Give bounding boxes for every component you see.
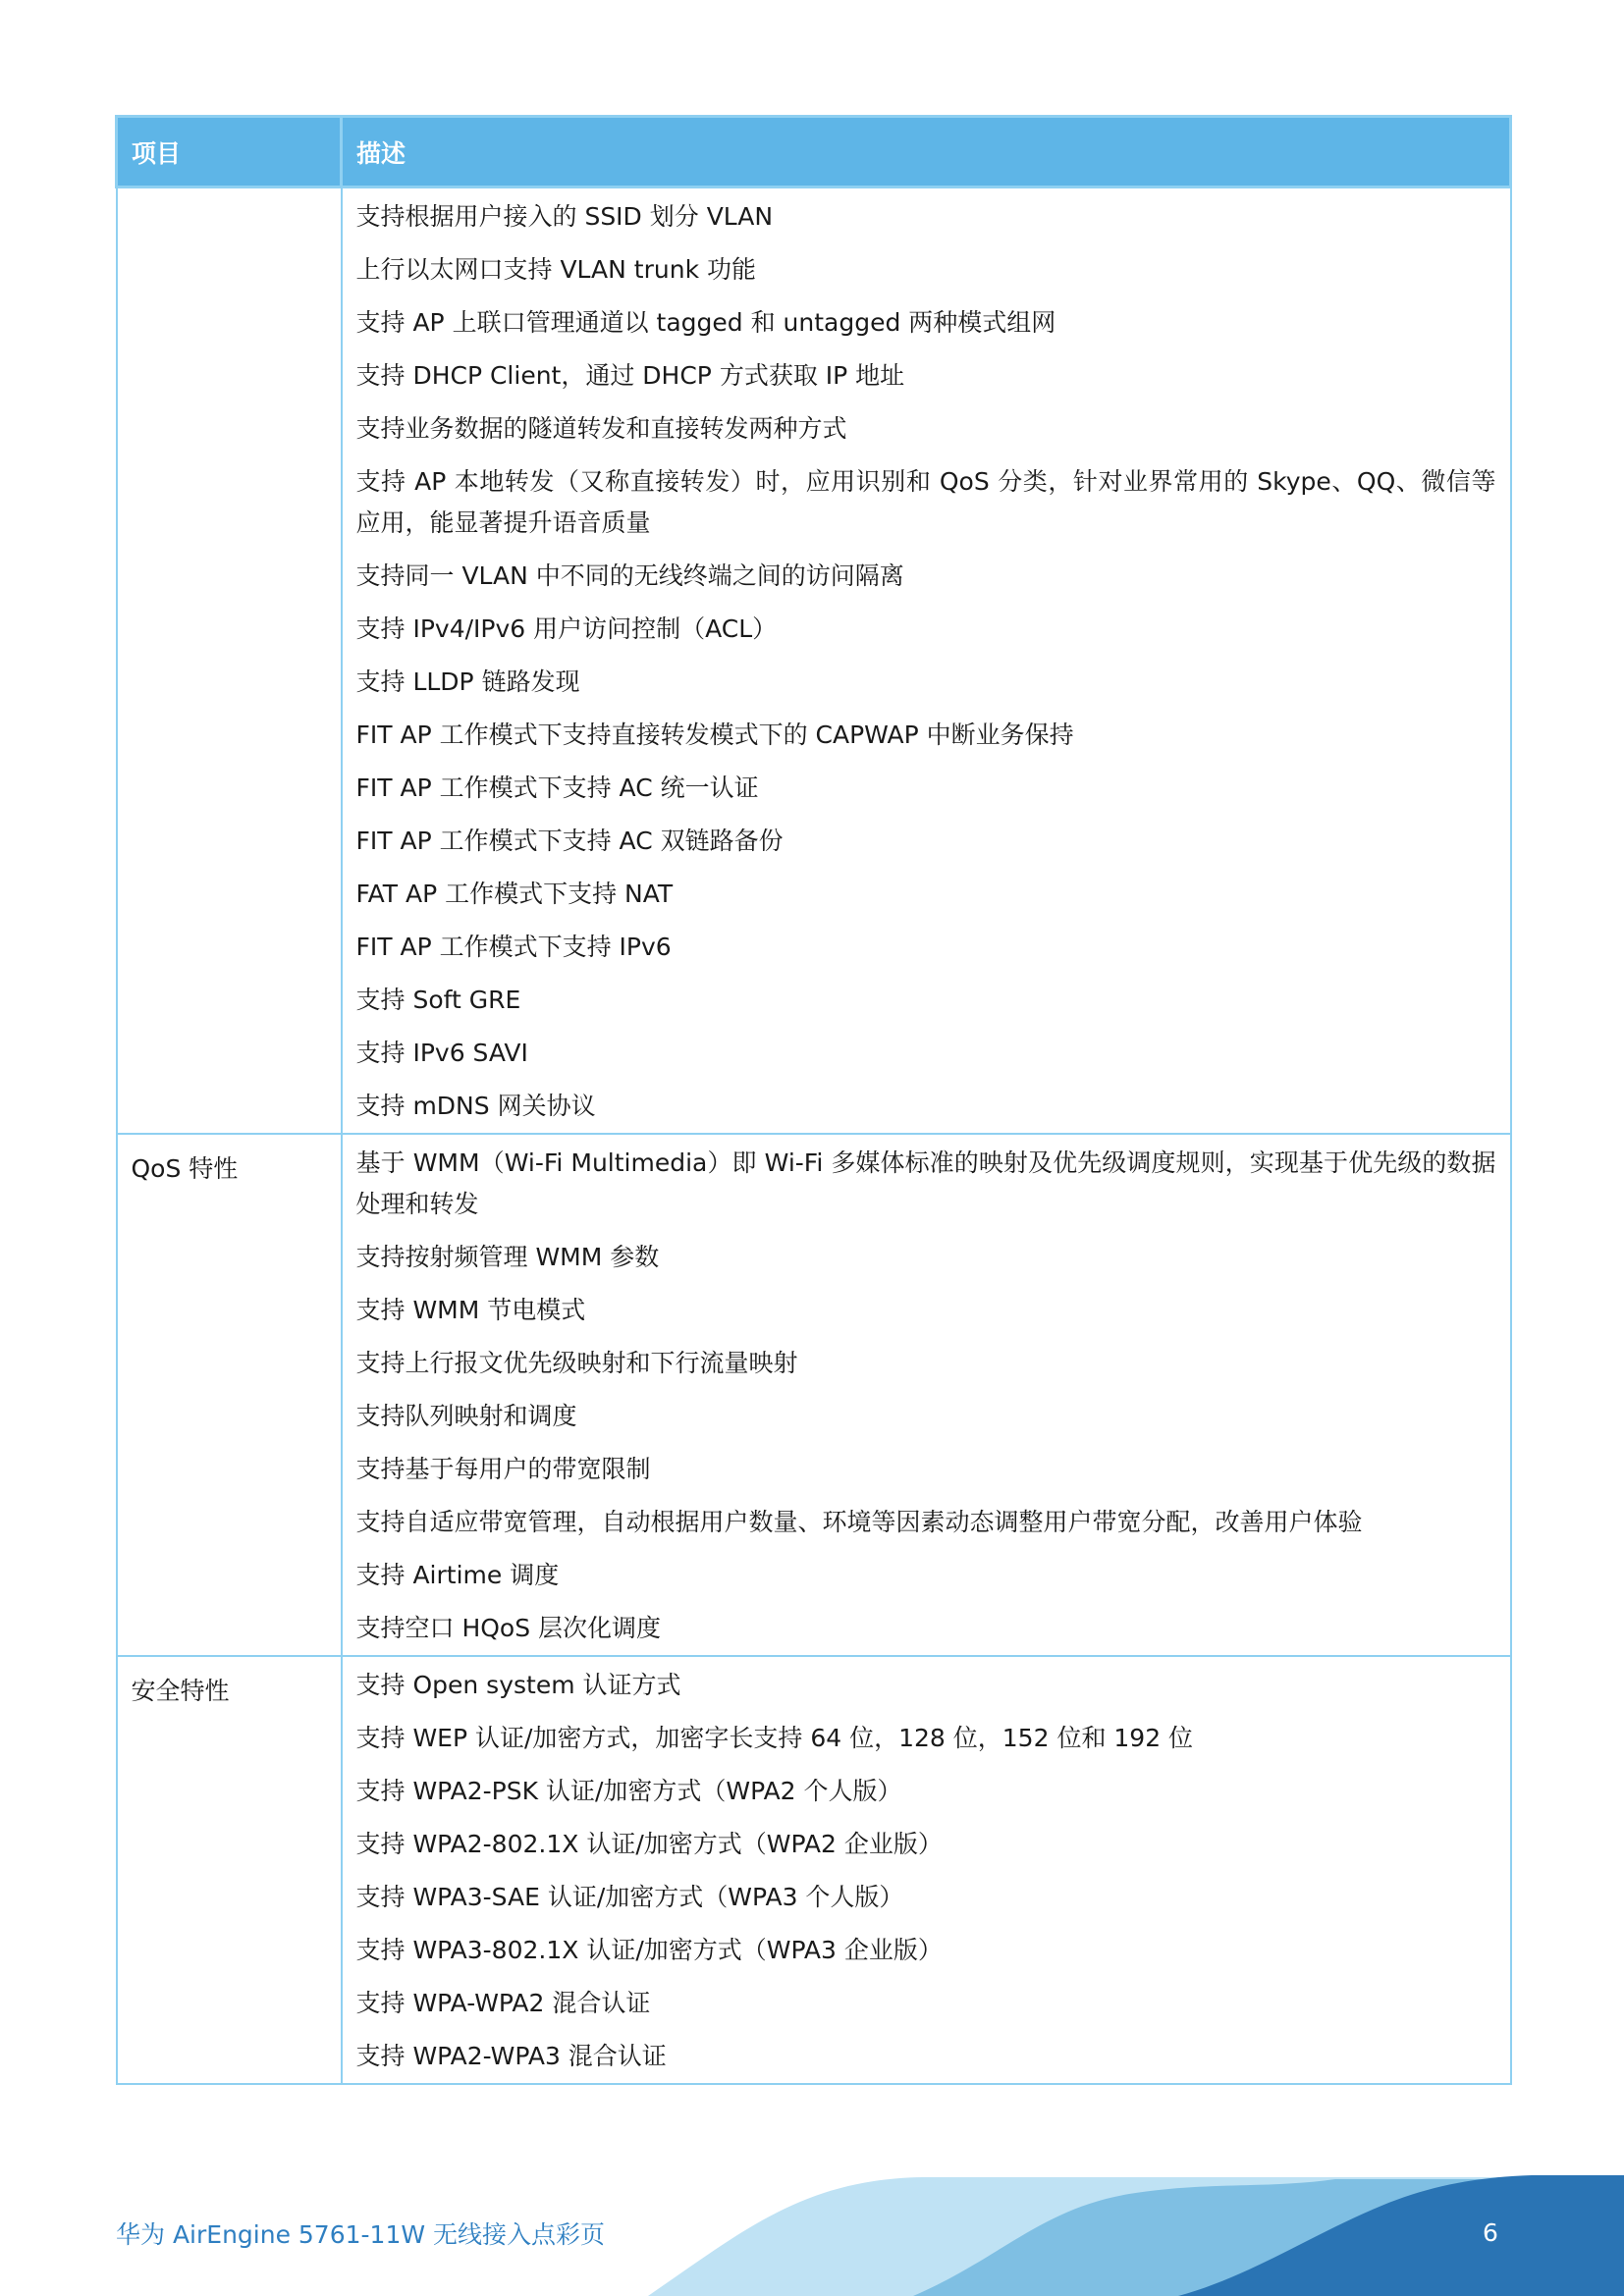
list-item: 支持 Airtime 调度 <box>355 1561 560 1589</box>
list-item: 支持 WPA-WPA2 混合认证 <box>355 1989 651 2017</box>
list-item: 支持 IPv4/IPv6 用户访问控制（ACL） <box>355 614 778 643</box>
page-number: 6 <box>1483 2218 1498 2247</box>
list-item: 支持自适应带宽管理，自动根据用户数量、环境等因素动态调整用户带宽分配，改善用户体验 <box>355 1508 1363 1536</box>
list-item: 支持队列映射和调度 <box>355 1402 577 1430</box>
list-item: 支持上行报文优先级映射和下行流量映射 <box>355 1349 798 1377</box>
list-item: 支持根据用户接入的 SSID 划分 VLAN <box>355 202 774 231</box>
description-cell <box>342 187 1511 1135</box>
item-cell: QoS 特性 <box>117 1134 342 1656</box>
header-item: 项目 <box>117 117 342 187</box>
list-item: FIT AP 工作模式下支持直接转发模式下的 CAPWAP 中断业务保持 <box>355 721 1074 749</box>
spec-table <box>115 115 1512 2085</box>
list-item: 支持 LLDP 链路发现 <box>355 667 580 696</box>
table-body <box>117 187 1511 2085</box>
table-row <box>117 1134 1511 1656</box>
item-cell: 安全特性 <box>117 1656 342 2084</box>
list-item: 支持 AP 上联口管理通道以 tagged 和 untagged 两种模式组网 <box>355 308 1056 337</box>
header-description: 描述 <box>342 117 1511 187</box>
list-item: 支持 WPA3-802.1X 认证/加密方式（WPA3 企业版） <box>355 1936 943 1964</box>
page-footer <box>0 2169 1624 2296</box>
list-item: 基于 WMM（Wi-Fi Multimedia）即 Wi-Fi 多媒体标准的映射及优先级调度规则，实现基于优先级的数据处理和转发 <box>355 1148 1496 1218</box>
list-item: 支持基于每用户的带宽限制 <box>355 1455 651 1483</box>
list-item: 支持业务数据的隧道转发和直接转发两种方式 <box>355 414 847 443</box>
footer-title: 华为 AirEngine 5761-11W 无线接入点彩页 <box>116 2220 606 2249</box>
list-item: 支持 WMM 节电模式 <box>355 1296 586 1324</box>
list-item: 支持 IPv6 SAVI <box>355 1039 528 1067</box>
list-item: 支持 WPA2-802.1X 认证/加密方式（WPA2 企业版） <box>355 1830 943 1858</box>
list-item: 支持同一 VLAN 中不同的无线终端之间的访问隔离 <box>355 561 904 590</box>
list-item: 支持 DHCP Client，通过 DHCP 方式获取 IP 地址 <box>355 361 905 390</box>
description-cell <box>342 1656 1511 2084</box>
list-item: FIT AP 工作模式下支持 AC 统一认证 <box>355 774 759 802</box>
list-item: FIT AP 工作模式下支持 AC 双链路备份 <box>355 827 784 855</box>
list-item: 支持 WPA3-SAE 认证/加密方式（WPA3 个人版） <box>355 1883 904 1911</box>
list-item: 支持 WEP 认证/加密方式，加密字长支持 64 位，128 位，152 位和 192 位 <box>355 1724 1194 1752</box>
list-item: 上行以太网口支持 VLAN trunk 功能 <box>355 255 756 284</box>
list-item: FIT AP 工作模式下支持 IPv6 <box>355 933 672 961</box>
table-header-row <box>117 117 1511 187</box>
list-item: 支持 Open system 认证方式 <box>355 1671 681 1699</box>
list-item: 支持 mDNS 网关协议 <box>355 1092 596 1120</box>
list-item: 支持 WPA2-PSK 认证/加密方式（WPA2 个人版） <box>355 1777 902 1805</box>
table-row <box>117 187 1511 1135</box>
item-cell <box>117 187 342 1135</box>
list-item: 支持 Soft GRE <box>355 986 521 1014</box>
list-item: 支持空口 HQoS 层次化调度 <box>355 1614 662 1642</box>
list-item: 支持 WPA2-WPA3 混合认证 <box>355 2042 667 2070</box>
list-item: 支持 AP 本地转发（又称直接转发）时，应用识别和 QoS 分类，针对业界常用的 Skype、QQ、微信等应用，能显著提升语音质量 <box>355 467 1496 537</box>
list-item: FAT AP 工作模式下支持 NAT <box>355 880 674 908</box>
list-item: 支持按射频管理 WMM 参数 <box>355 1243 660 1271</box>
table-row <box>117 1656 1511 2084</box>
description-cell <box>342 1134 1511 1656</box>
